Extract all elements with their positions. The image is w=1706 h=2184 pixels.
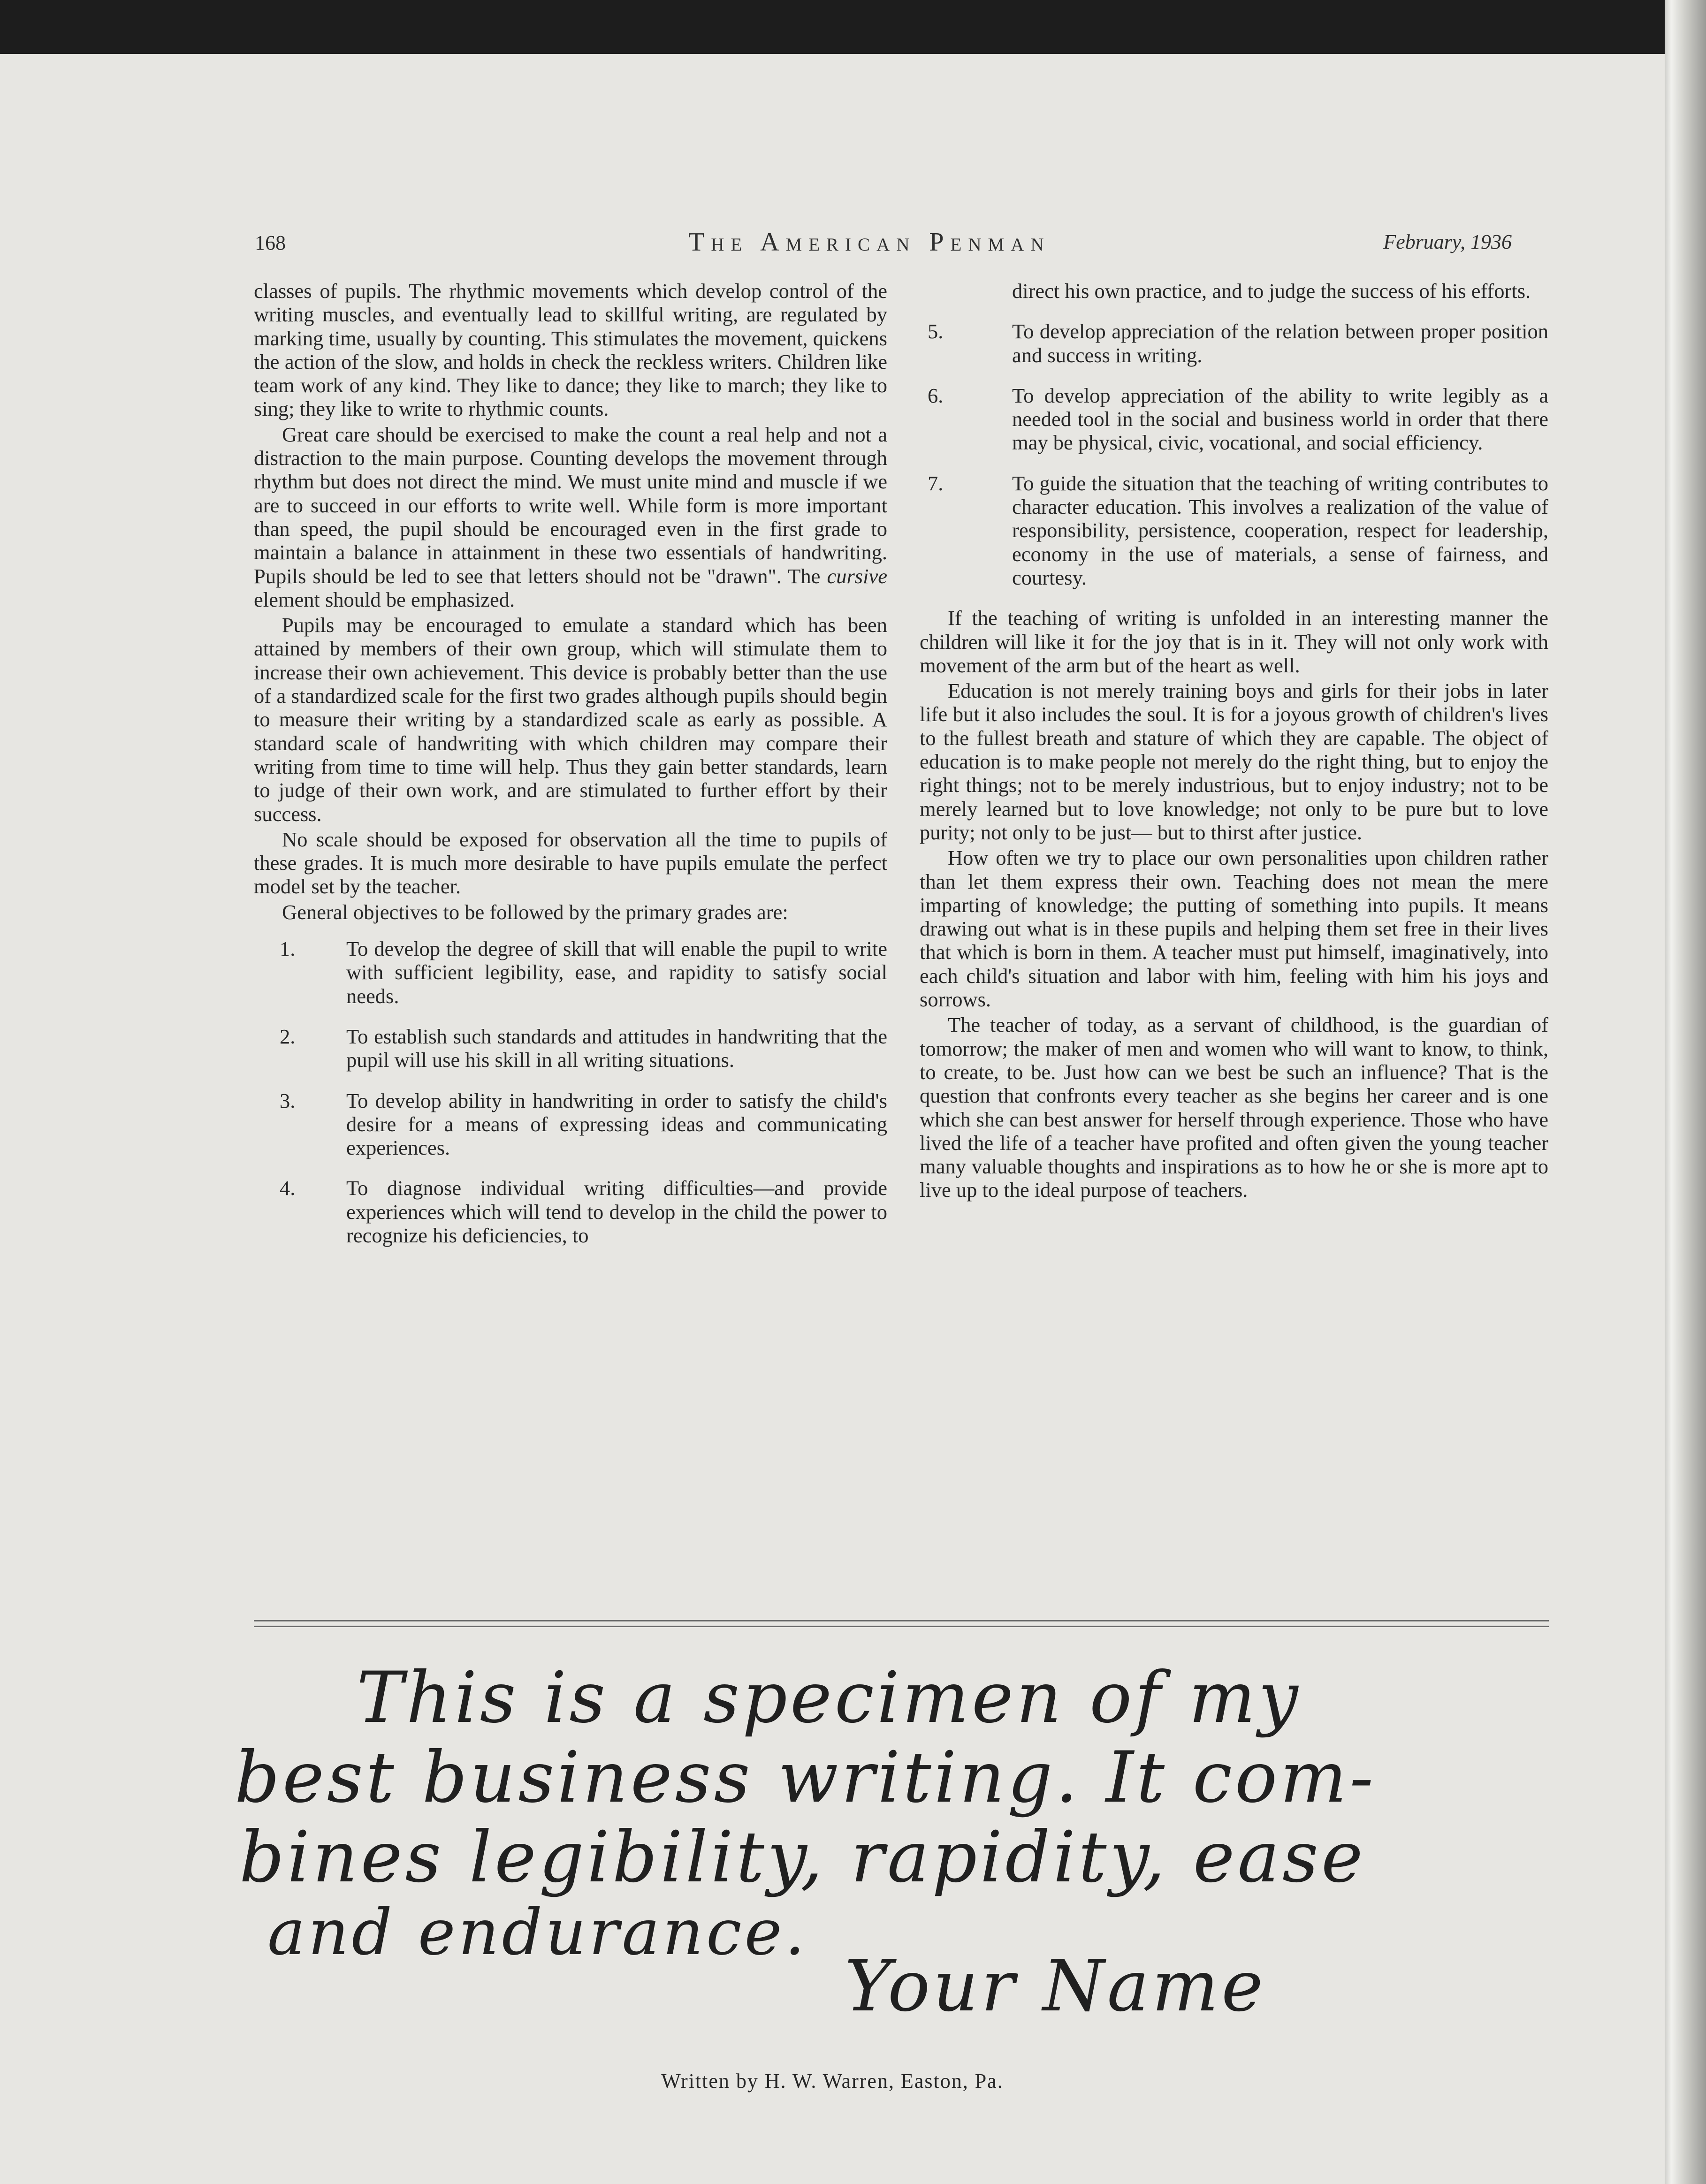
handwriting-specimen-drawing (221, 1644, 1609, 2029)
paragraph: The teacher of today, as a servant of childhood, is the guardian of tomorrow; the maker of men and women who will want to know, to think, to create, to be. Just how can we best be such an influence? That is the question that confronts every teacher as she begins her career and is one which she can best answer for herself through experience. Those who have lived the life of a teacher have profited and often given the young teacher many valuable thoughts and inspirations as to how he or she is more apt to live up to the ideal purpose of teachers. (920, 1013, 1548, 1202)
list-item (254, 937, 887, 1008)
list-item-text: To develop the degree of skill that will enable the pupil to write with sufficient legibility, ease, and rapidity to satisfy social needs. (346, 937, 887, 1008)
list-item (254, 1025, 887, 1072)
list-item-text: To establish such standards and attitudes in handwriting that the pupil will use his skill in all writing situations. (346, 1024, 887, 1072)
divider-rule (254, 1620, 1549, 1621)
specimen-line-4: and endurance. (267, 1895, 808, 1969)
paragraph: General objectives to be followed by the primary grades are: (282, 900, 788, 924)
paragraph (254, 423, 887, 611)
list-item-text: To guide the situation that the teaching of writing contributes to character education. This involves a realization of the value of responsibility, persistence, cooperation, respect for leadership, economy in the use of materials, a sense of fairness, and courtesy. (1012, 471, 1548, 589)
list-number: 5. (928, 320, 944, 343)
list-item-continuation (920, 279, 1548, 303)
magazine-page (0, 54, 1665, 2184)
specimen-line-3: bines legibility, rapidity, ease (239, 1817, 1366, 1898)
emphasis-text: cursive (827, 564, 887, 588)
list-number: 1. (280, 937, 296, 961)
paragraph: If the teaching of writing is unfolded in an interesting manner the children will like it for the joy that is in it. They will not only work with movement of the arm but of the heart as well. (920, 606, 1548, 677)
issue-date: February, 1936 (1383, 230, 1512, 253)
right-column (920, 279, 1548, 1204)
handwriting-specimen (221, 1644, 1609, 2029)
list-number: 6. (928, 383, 944, 407)
paragraph: No scale should be exposed for observation all the time to pupils of these grades. It is much more desirable to have pupils emulate the perfect model set by the teacher. (254, 827, 887, 898)
list-number: 3. (280, 1088, 296, 1112)
paragraph: Pupils may be encouraged to emulate a standard which has been attained by members of their own group, which will stimulate them to increase their own achievement. This device is probably better than the use of a standardized scale for the first two grades although pupils should begin to measure their writing by a standardized scale as early as possible. A standard scale of handwriting with which children may compare their writing from time to time will help. Thus they gain better standards, learn to judge of their own work, and are stimulated to further effort by their success. (254, 613, 887, 826)
paragraph: Education is not merely training boys and girls for their jobs in later life but it also includes the soul. It is for a joyous growth of children's lives to the fullest breath and stature of which they are capable. The object of education is to make people not merely do the right thing, but to enjoy the right things; not to be merely industrious, but to enjoy industry; not to be merely learned but to love knowledge; not only to be pure but to love purity; not only to be just— but to thirst after justice. (920, 679, 1548, 844)
left-column (254, 279, 887, 1264)
list-item (254, 1176, 887, 1247)
paragraph: classes of pupils. The rhythmic movements which develop control of the writing muscles, and eventually lead to skillful writing, are regulated by marking time, usually by counting. This stimulates the movement, quickens the action of the slow, and holds in check the reckless writers. Children like team work of any kind. They like to dance; they like to march; they like to sing; they like to write to rhythmic counts. (254, 279, 887, 421)
objectives-list-continued (920, 279, 1548, 589)
objectives-list (254, 937, 887, 1247)
divider-rule (254, 1626, 1549, 1627)
page-number: 168 (255, 231, 286, 254)
list-item (920, 384, 1548, 455)
list-item (920, 472, 1548, 589)
list-item (254, 1089, 887, 1160)
specimen-line-1: This is a specimen of my (357, 1657, 1301, 1739)
list-number: 7. (928, 471, 944, 495)
credit-line: Written by H. W. Warren, Easton, Pa. (661, 2070, 1004, 2093)
specimen-line-2: best business writing. It com- (235, 1737, 1377, 1819)
specimen-signature: Your Name (845, 1946, 1266, 2027)
list-item (920, 320, 1548, 367)
list-item-text: To develop appreciation of the ability to write legibly as a needed tool in the social and business world in order that there may be physical, civic, vocational, and social efficiency. (1012, 383, 1548, 455)
list-item-text: To develop ability in handwriting in order to satisfy the child's desire for a means of expressing ideas and communicating experiences. (346, 1088, 887, 1160)
book-binding-edge (1665, 0, 1706, 2184)
list-item-text: To develop appreciation of the relation between proper position and success in writing. (1012, 320, 1548, 367)
list-number: 4. (280, 1176, 296, 1200)
list-item-text: To diagnose individual writing difficulties—and provide experiences which will tend to develop in the child the power to recognize his deficiencies, to (346, 1176, 887, 1247)
paragraph-text: Great care should be exercised to make the count a real help and not a distraction to the main purpose. Counting develops the movement through rhythm but does not direct the mind. We must unite mind and muscle if we are to succeed in our efforts to write well. While form is more important than speed, the pupil should be encouraged even in the first grade to maintain a balance in attainment in these two essentials of handwriting. Pupils should be led to see that letters should not be "drawn". The (254, 422, 887, 588)
journal-title: The American Penman (688, 228, 1051, 257)
list-item-text: direct his own practice, and to judge the success of his efforts. (1012, 279, 1531, 303)
paragraph: How often we try to place our own personalities upon children rather than let them express their own. Teaching does not mean the mere imparting of knowledge; the putting of something into pupils. It means drawing out what is in these pupils and helping them set free in their lives that which is born in them. A teacher must put himself, imaginatively, into each child's situation and labor with him, feeling with him his joys and sorrows. (920, 846, 1548, 1012)
paragraph-text: element should be emphasized. (254, 587, 515, 611)
list-number: 2. (280, 1024, 296, 1048)
